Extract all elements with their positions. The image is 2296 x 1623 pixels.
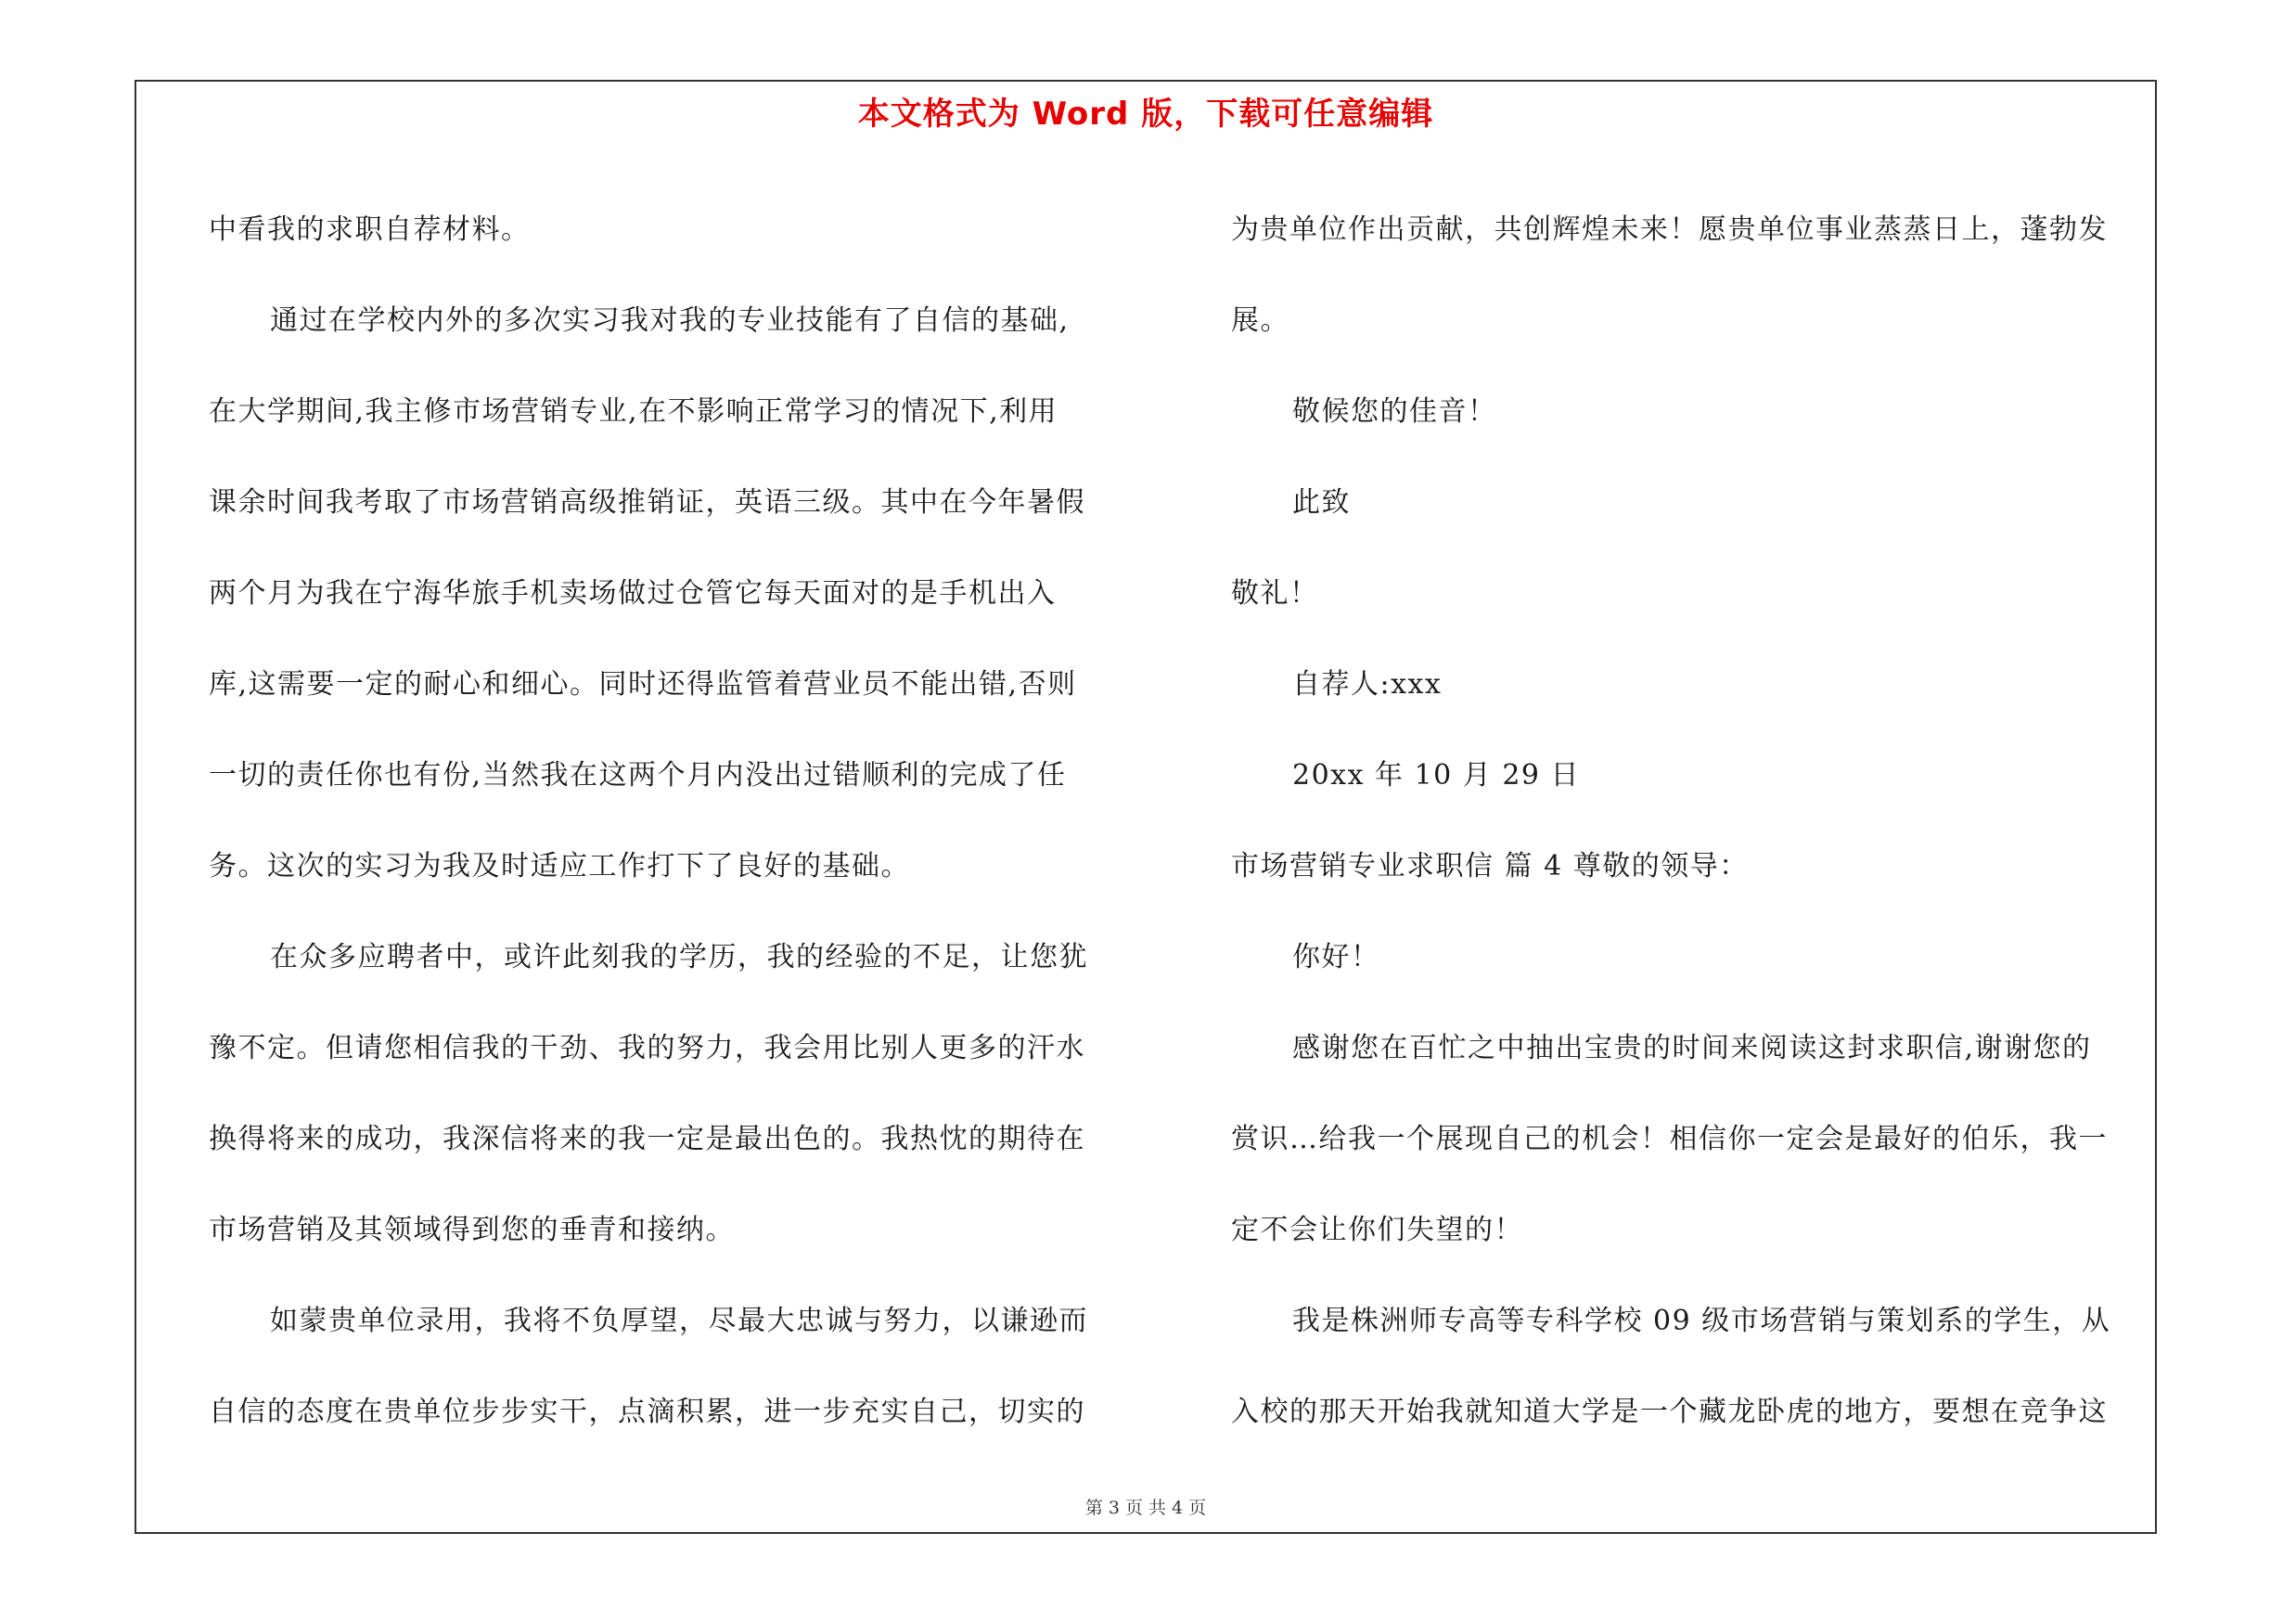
text-line: 自信的态度在贵单位步步实干，点滴积累，进一步充实自己，切实的 — [209, 1396, 1085, 1428]
left-text-column — [209, 212, 1127, 1485]
page-frame — [135, 80, 2157, 1534]
text-line: 展。 — [1231, 304, 1289, 337]
right-text-column — [1231, 212, 2149, 1485]
text-line: 库,这需要一定的耐心和细心。同时还得监管着营业员不能出错,否则 — [209, 668, 1077, 701]
text-line: 市场营销专业求职信 篇 4 尊敬的领导： — [1231, 850, 1749, 882]
text-line: 在大学期间,我主修市场营销专业,在不影响正常学习的情况下,利用 — [209, 395, 1058, 428]
text-line: 市场营销及其领域得到您的垂青和接纳。 — [209, 1214, 735, 1246]
text-line: 自荐人:xxx — [1292, 668, 1443, 701]
text-line: 感谢您在百忙之中抽出宝贵的时间来阅读这封求职信,谢谢您的 — [1292, 1032, 2092, 1064]
page-number-footer: 第 3 页 共 4 页 — [1084, 1498, 1207, 1518]
text-line: 敬礼！ — [1231, 577, 1319, 610]
text-line: 此致 — [1292, 486, 1351, 519]
text-line: 赏识…给我一个展现自己的机会！相信你一定会是最好的伯乐，我一 — [1231, 1123, 2108, 1155]
text-line: 豫不定。但请您相信我的干劲、我的努力，我会用比别人更多的汗水 — [209, 1032, 1085, 1064]
text-line: 我是株洲师专高等专科学校 09 级市场营销与策划系的学生，从 — [1292, 1305, 2111, 1337]
text-line: 你好！ — [1292, 941, 1380, 973]
word-format-banner: 本文格式为 Word 版，下载可任意编辑 — [857, 96, 1434, 133]
text-line: 20xx 年 10 月 29 日 — [1292, 759, 1581, 792]
text-line: 务。这次的实习为我及时适应工作打下了良好的基础。 — [209, 850, 910, 882]
text-line: 敬候您的佳音！ — [1292, 395, 1497, 428]
text-line: 中看我的求职自荐材料。 — [209, 213, 531, 246]
text-line: 为贵单位作出贡献，共创辉煌未来！愿贵单位事业蒸蒸日上，蓬勃发 — [1231, 213, 2108, 246]
text-line: 定不会让你们失望的！ — [1231, 1214, 1523, 1246]
text-line: 一切的责任你也有份,当然我在这两个月内没出过错顺利的完成了任 — [209, 759, 1067, 792]
text-line: 通过在学校内外的多次实习我对我的专业技能有了自信的基础, — [270, 304, 1070, 337]
text-line: 换得将来的成功，我深信将来的我一定是最出色的。我热忱的期待在 — [209, 1123, 1085, 1155]
text-line: 课余时间我考取了市场营销高级推销证，英语三级。其中在今年暑假 — [209, 486, 1085, 519]
text-line: 在众多应聘者中，或许此刻我的学历，我的经验的不足，让您犹 — [270, 941, 1088, 973]
text-line: 如蒙贵单位录用，我将不负厚望，尽最大忠诚与努力，以谦逊而 — [270, 1305, 1088, 1337]
text-line: 两个月为我在宁海华旅手机卖场做过仓管它每天面对的是手机出入 — [209, 577, 1057, 610]
text-line: 入校的那天开始我就知道大学是一个藏龙卧虎的地方，要想在竞争这 — [1231, 1396, 2108, 1428]
